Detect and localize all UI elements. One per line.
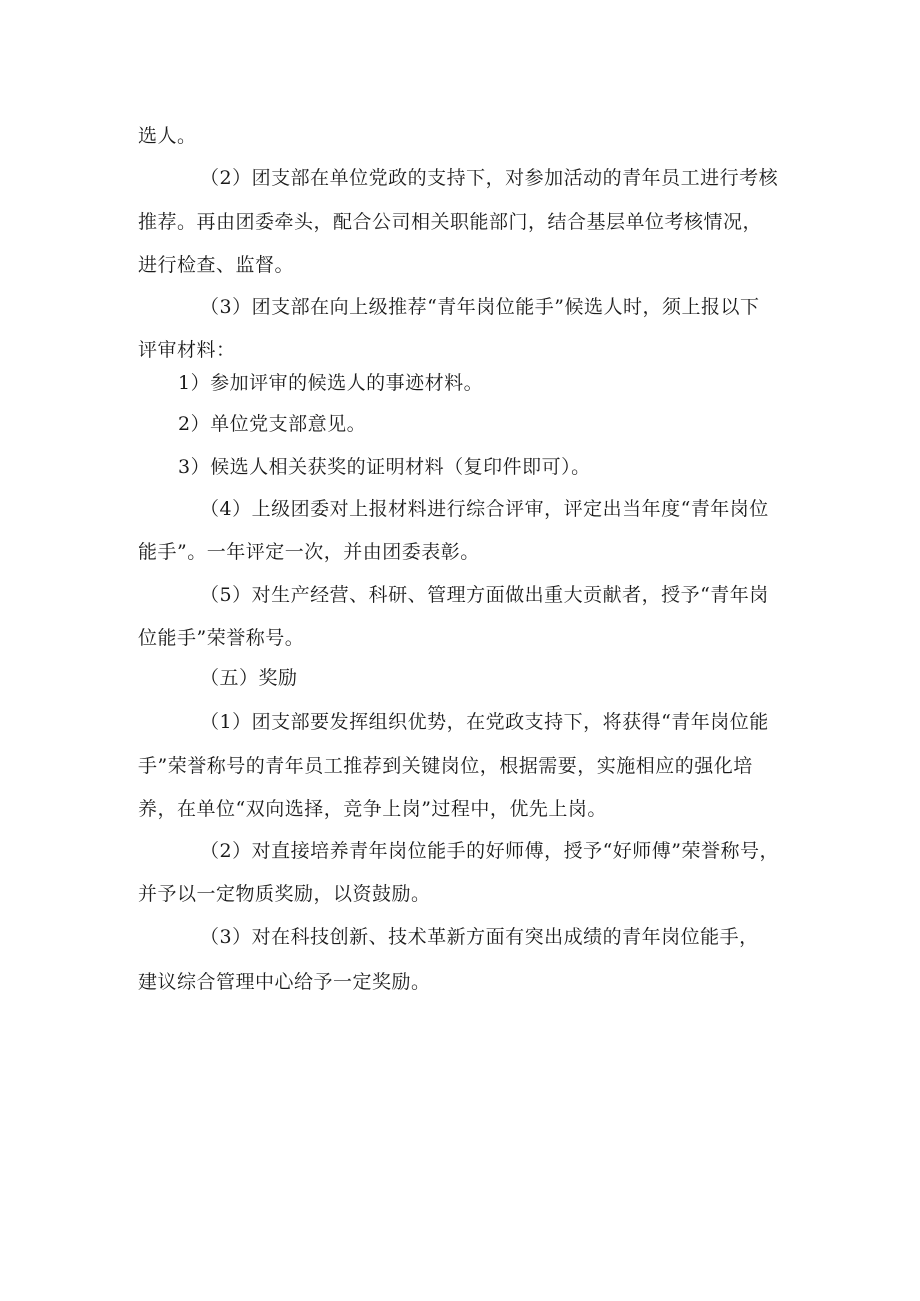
paragraph-line: （5）对生产经营、科研、管理方面做出重大贡献者，授予“青年岗 [200, 584, 769, 606]
paragraph-line: 能手”。一年评定一次，并由团委表彰。 [138, 541, 480, 563]
paragraph-line: 养，在单位“双向选择，竞争上岗”过程中，优先上岗。 [138, 798, 607, 820]
list-item: 3）候选人相关获奖的证明材料（复印件即可）。 [178, 456, 591, 478]
paragraph-line: 手”荣誉称号的青年员工推荐到关键岗位，根据需要，实施相应的强化培 [138, 755, 753, 777]
paragraph-line: 并予以一定物质奖励，以资鼓励。 [138, 883, 431, 905]
section-heading: （五）奖励 [200, 667, 298, 689]
paragraph-line: （2）对直接培养青年岗位能手的好师傅，授予“好师傅”荣誉称号， [200, 840, 780, 862]
paragraph-line: 建议综合管理中心给予一定奖励。 [138, 971, 431, 993]
paragraph-line: 位能手”荣誉称号。 [138, 627, 305, 649]
paragraph-line: （3）团支部在向上级推荐“青年岗位能手”候选人时，须上报以下 [200, 296, 760, 318]
list-item: 1）参加评审的候选人的事迹材料。 [178, 372, 484, 394]
paragraph-line: （2）团支部在单位党政的支持下，对参加活动的青年员工进行考核 [200, 167, 779, 189]
paragraph-line: 选人。 [138, 125, 197, 147]
paragraph-line: （4）上级团委对上报材料进行综合评审，评定出当年度“青年岗位 [200, 498, 769, 520]
list-item: 2）单位党支部意见。 [178, 413, 367, 435]
paragraph-line: （3）对在科技创新、技术革新方面有突出成绩的青年岗位能手， [200, 926, 759, 948]
paragraph-line: 进行检查、监督。 [138, 254, 295, 276]
paragraph-line: （1）团支部要发挥组织优势，在党政支持下，将获得“青年岗位能 [200, 711, 769, 733]
paragraph-line: 评审材料： [138, 339, 236, 361]
paragraph-line: 推荐。再由团委牵头，配合公司相关职能部门，结合基层单位考核情况， [138, 211, 763, 233]
